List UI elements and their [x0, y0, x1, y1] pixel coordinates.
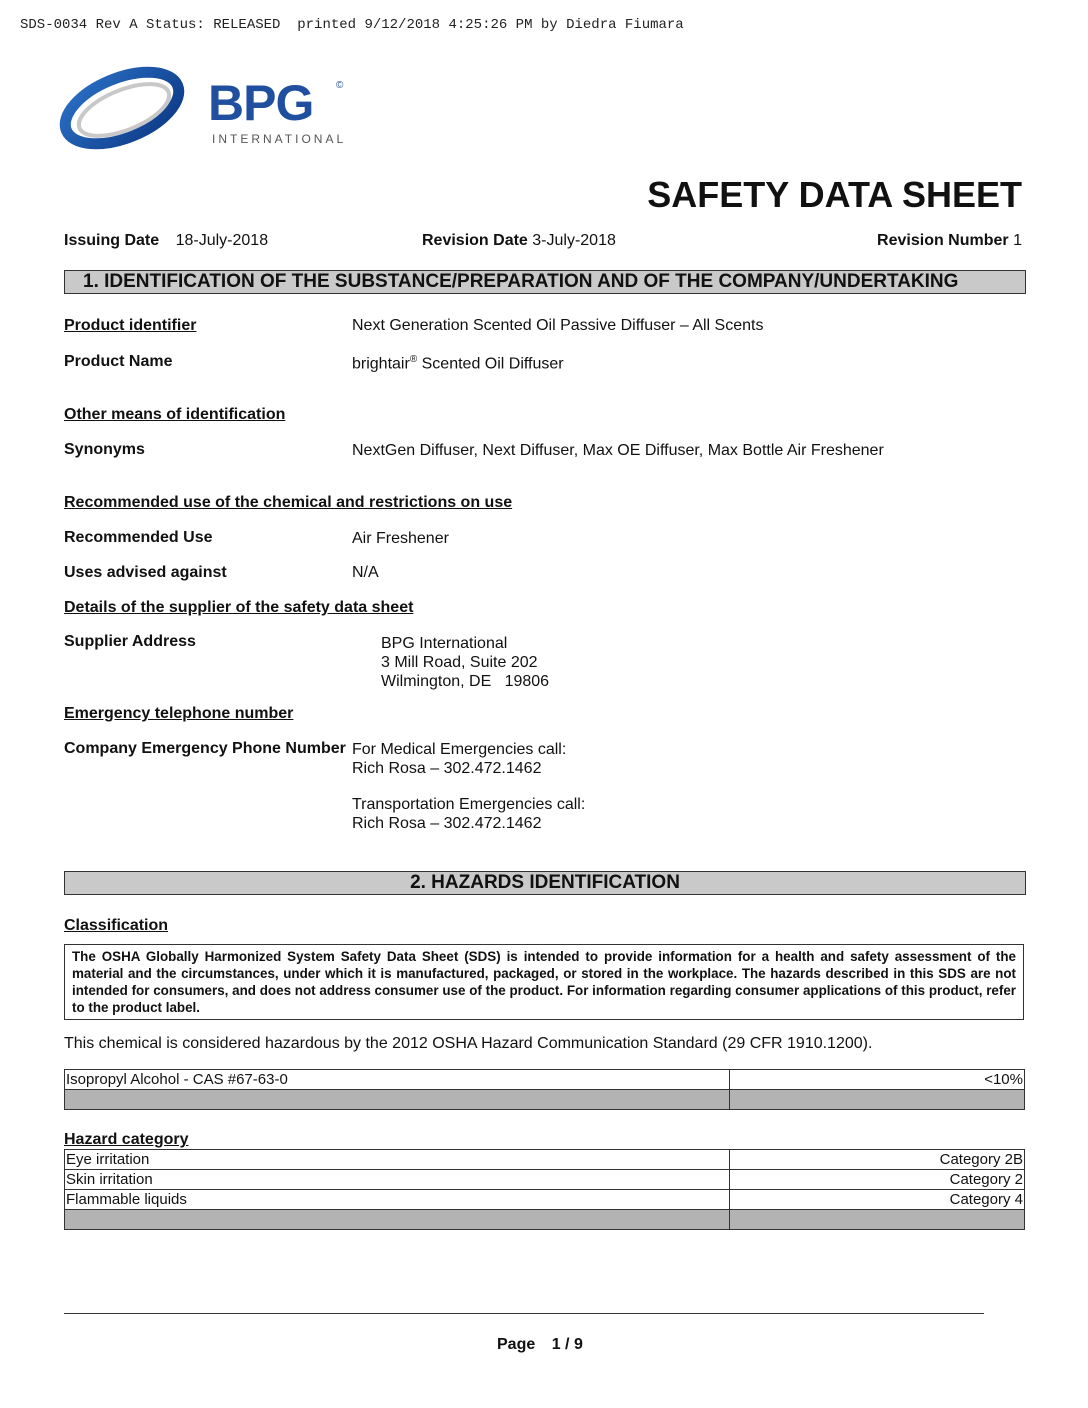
other-means-heading: Other means of identification [64, 406, 286, 423]
uses-advised-against-value: N/A [352, 564, 379, 581]
supplier-address-line: BPG International [381, 635, 508, 652]
revision-date-value: 3-July-2018 [532, 232, 616, 249]
hazard-category: Category 2 [730, 1170, 1025, 1190]
emergency-line: Rich Rosa – 302.472.1462 [352, 760, 542, 777]
product-name-rest: Scented Oil Diffuser [417, 355, 564, 373]
section-2-heading: 2. HAZARDS IDENTIFICATION [64, 871, 1026, 895]
issuing-date-value: 18-July-2018 [175, 232, 269, 249]
hazard-name: Eye irritation [65, 1150, 730, 1170]
product-name-value [352, 354, 564, 373]
table-row-empty [65, 1210, 1025, 1230]
revision-date [422, 232, 616, 250]
logo-swoosh-icon [58, 60, 218, 160]
product-name-label: Product Name [64, 353, 173, 370]
classification-heading: Classification [64, 917, 169, 934]
supplier-address-label: Supplier Address [64, 633, 196, 650]
revision-number-label: Revision Number [877, 232, 1009, 249]
synonyms-value: NextGen Diffuser, Next Diffuser, Max OE Diffuser, Max Bottle Air Freshener [352, 442, 884, 459]
product-name-brand: brightair [352, 355, 410, 373]
table-row-empty [65, 1090, 1025, 1110]
component-value: <10% [730, 1070, 1025, 1090]
emergency-heading: Emergency telephone number [64, 705, 294, 722]
footer-divider [64, 1313, 984, 1314]
table-row [65, 1170, 1025, 1190]
page-label: Page [497, 1336, 536, 1353]
supplier-address-line: Wilmington, DE 19806 [381, 673, 550, 690]
hazard-category: Category 4 [730, 1190, 1025, 1210]
hazard-name: Skin irritation [65, 1170, 730, 1190]
components-table [64, 1069, 1025, 1110]
uses-advised-against-label: Uses advised against [64, 564, 227, 581]
supplier-heading: Details of the supplier of the safety data sheet [64, 599, 414, 616]
logo-subtitle: INTERNATIONAL [212, 132, 347, 146]
page-indicator [497, 1336, 583, 1354]
product-identifier-label: Product identifier [64, 317, 197, 334]
hazard-category-heading: Hazard category [64, 1131, 189, 1148]
table-row [65, 1190, 1025, 1210]
hazard-name: Flammable liquids [65, 1190, 730, 1210]
hazard-category: Category 2B [730, 1150, 1025, 1170]
emergency-phone-label: Company Emergency Phone Number [64, 740, 346, 757]
table-row [65, 1070, 1025, 1090]
component-name: Isopropyl Alcohol - CAS #67-63-0 [65, 1070, 730, 1090]
issuing-date-label: Issuing Date [64, 232, 160, 249]
recommended-use-value: Air Freshener [352, 530, 449, 547]
emergency-line: Transportation Emergencies call: [352, 796, 586, 813]
recommended-use-heading: Recommended use of the chemical and restrictions on use [64, 494, 513, 511]
section-1-heading: 1. IDENTIFICATION OF THE SUBSTANCE/PREPARATION AND OF THE COMPANY/UNDERTAKING [64, 270, 1026, 294]
hazard-category-table [64, 1149, 1025, 1230]
revision-date-label: Revision Date [422, 232, 528, 249]
emergency-contacts [352, 740, 585, 833]
osha-notice: The OSHA Globally Harmonized System Safety Data Sheet (SDS) is intended to provide information for a health and safety assessment of the material and the circumstances, under which it is manufactured, packaged, or stored in the workplace. The hazards described in this SDS are not intended for consumers, and does not address consumer use of the product. For information regarding consumer applications of this product, refer to the product label. [64, 944, 1024, 1020]
company-logo [58, 60, 348, 160]
logo-wordmark: BPG [208, 75, 314, 131]
product-identifier-value: Next Generation Scented Oil Passive Diffuser – All Scents [352, 317, 764, 334]
print-header: SDS-0034 Rev A Status: RELEASED printed 9/12/2018 4:25:26 PM by Diedra Fiumara [20, 17, 684, 33]
document-title: SAFETY DATA SHEET [647, 174, 1022, 215]
table-row [65, 1150, 1025, 1170]
emergency-line: Rich Rosa – 302.472.1462 [352, 815, 542, 832]
revision-number-value: 1 [1013, 232, 1022, 249]
emergency-line: For Medical Emergencies call: [352, 741, 567, 758]
page-number: 1 / 9 [551, 1336, 583, 1353]
logo-mark: © [336, 80, 344, 91]
recommended-use-label: Recommended Use [64, 529, 213, 546]
issuing-date [64, 232, 268, 250]
synonyms-label: Synonyms [64, 441, 145, 458]
revision-number [877, 232, 1022, 250]
supplier-address-line: 3 Mill Road, Suite 202 [381, 654, 538, 671]
registered-mark: ® [409, 354, 418, 365]
supplier-address [381, 634, 549, 691]
hazardous-statement: This chemical is considered hazardous by the 2012 OSHA Hazard Communication Standard (29 CFR 1910.1200). [64, 1035, 873, 1052]
